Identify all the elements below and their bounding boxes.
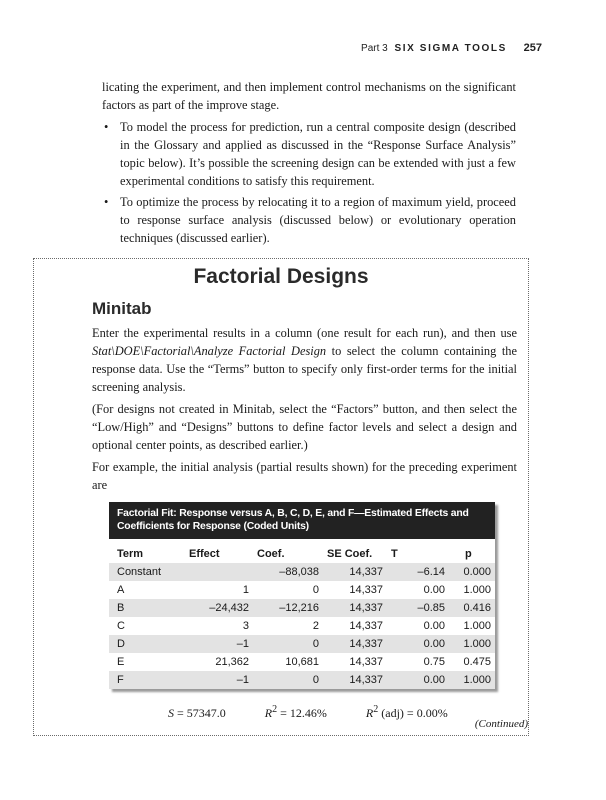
table-cell: Constant	[109, 563, 185, 581]
table-cell: 0.00	[423, 620, 445, 632]
page-number: 257	[523, 42, 542, 54]
column-header: Coef.	[257, 548, 285, 560]
table-cell: 14,337	[349, 584, 383, 596]
table-cell: –0.85	[387, 599, 449, 617]
table-cell: 1.000	[463, 620, 491, 632]
table-cell: 14,337	[323, 635, 387, 653]
intro-text	[102, 78, 516, 250]
table-row	[109, 563, 495, 581]
table-cell: 14,337	[349, 620, 383, 632]
table-cell: 14,337	[323, 671, 387, 689]
column-header: Effect	[189, 548, 220, 560]
table-cell: 2	[312, 620, 319, 632]
non-minitab-note: (For designs not created in Minitab, select the “Factors” button, and then select the “Low/High” and “Designs” buttons to define factor levels and select a design and optional center points, as described earlier.)	[92, 402, 517, 452]
table-cell: 0.000	[449, 563, 495, 581]
table-cell: 1	[242, 584, 249, 596]
table-cell: 0.75	[423, 656, 445, 668]
table-cell: B	[109, 599, 185, 617]
table-cell: –1	[185, 635, 253, 653]
column-header: SE Coef.	[327, 548, 373, 560]
table-cell: 0.416	[449, 599, 495, 617]
table-row	[109, 617, 495, 635]
table-cell: 0	[312, 584, 319, 596]
box-subtitle: Minitab	[92, 299, 152, 318]
example-intro: For example, the initial analysis (partial results shown) for the preceding experiment are	[92, 460, 517, 492]
model-statistics	[168, 704, 448, 721]
table-cell: 10,681	[285, 656, 319, 668]
instructions-text: Enter the experimental results in a column (one result for each run), and then use	[92, 326, 517, 340]
table-row	[109, 599, 495, 617]
table-cell: 0.475	[463, 656, 491, 668]
column-header: Term	[117, 548, 144, 560]
table-cell: C	[117, 620, 125, 632]
table-cell: E	[117, 656, 125, 668]
instructions-text: to select the column containing the response data. Use the “Terms” button to specify only first-order terms for the initial screening analysis.	[92, 344, 517, 394]
table-cell: 1.000	[449, 635, 495, 653]
r2adj-symbol: R	[365, 706, 374, 720]
table-cell: F	[109, 671, 185, 689]
table-cell: 0.00	[423, 584, 445, 596]
table-cell: 14,337	[323, 563, 387, 581]
table-cell: –1	[185, 671, 253, 689]
r2-value: 12.46%	[289, 706, 327, 720]
table-cell: 0	[253, 671, 323, 689]
table-cell: 1.000	[463, 584, 491, 596]
table-header-row	[109, 539, 495, 563]
running-head	[361, 42, 542, 54]
r2-symbol: R	[264, 706, 273, 720]
table-row	[109, 635, 495, 653]
bullet-item	[102, 193, 516, 247]
s-statistic: S = 57347.0	[168, 706, 226, 720]
table-cell: 14,337	[349, 656, 383, 668]
minitab-instructions	[92, 324, 517, 396]
table-cell: 1.000	[449, 671, 495, 689]
column-header: p	[465, 548, 472, 560]
bullet-text: To optimize the process by relocating it to a region of maximum yield, proceed to response surface analysis (discussed below) or evolutionary operation techniques (discussed earlier).	[120, 195, 516, 245]
table-cell	[185, 563, 253, 581]
table-row	[109, 581, 495, 599]
continued-note: (Continued)	[474, 718, 528, 730]
table-caption: Factorial Fit: Response versus A, B, C, D, E, and F—Estimated Effects and Coefficients for Response (Coded Units)	[109, 502, 495, 539]
r-squared-adjusted: $R^2$ (adj) = 0.00%	[365, 704, 448, 720]
bullet-item	[102, 118, 516, 190]
bullet-text: To model the process for prediction, run a central composite design (described in the Glossary and applied as discussed in the “Response Surface Analysis” topic below). It’s possible the screening design can be extended with just a few experimental conditions to satisfy this requirement.	[120, 120, 516, 188]
table-cell: A	[117, 584, 125, 596]
box-title: Factorial Designs	[193, 265, 369, 288]
table-cell: –12,216	[253, 599, 323, 617]
table-cell: 0.00	[387, 671, 449, 689]
section-title: SIX SIGMA TOOLS	[394, 43, 507, 54]
column-header: T	[391, 548, 398, 560]
continuation-paragraph: licating the experiment, and then implement control mechanisms on the significant factors as part of the improve stage.	[102, 80, 516, 112]
s-value: 57347.0	[186, 706, 226, 720]
table-row	[109, 671, 495, 689]
r2adj-value: 0.00%	[416, 706, 448, 720]
bullet-icon: •	[104, 195, 109, 209]
table-row	[109, 653, 495, 671]
part-label: Part 3	[361, 43, 388, 54]
table-cell: –24,432	[185, 599, 253, 617]
s-symbol: S	[168, 706, 174, 720]
results-table	[109, 539, 495, 689]
table-cell: 0	[253, 635, 323, 653]
table-cell: 3	[242, 620, 249, 632]
table-cell: D	[109, 635, 185, 653]
table-cell: 14,337	[323, 599, 387, 617]
table-cell: 21,362	[215, 656, 249, 668]
adj-label: (adj)	[381, 706, 404, 720]
table-cell: 0.00	[387, 635, 449, 653]
factorial-fit-table	[109, 502, 495, 689]
bullet-list	[102, 118, 516, 247]
table-cell: –6.14	[387, 563, 449, 581]
table-cell: –88,038	[253, 563, 323, 581]
r-squared: $R^2 = 12.46\%$	[264, 704, 327, 720]
bullet-icon: •	[104, 120, 109, 134]
box-body	[92, 324, 517, 498]
menu-path: Stat\DOE\Factorial\Analyze Factorial Design	[92, 344, 327, 358]
